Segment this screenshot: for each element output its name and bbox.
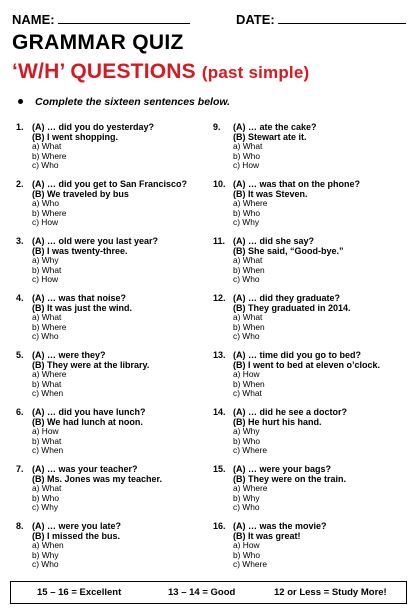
- question-item: [213, 122, 413, 179]
- question-item: [213, 521, 413, 578]
- question-body: [32, 464, 162, 513]
- questions-right-column: [213, 122, 413, 578]
- answer-option[interactable]: b) Who: [233, 549, 260, 560]
- question-body: [32, 521, 121, 570]
- answer-option[interactable]: a) How: [32, 426, 59, 436]
- question-answer: (B) It was great!: [233, 531, 301, 541]
- question-number: 14.: [213, 407, 226, 417]
- question-answer: (B) They were at the library.: [32, 360, 150, 370]
- question-number: 10.: [213, 179, 226, 189]
- question-number: 15.: [213, 464, 226, 474]
- answer-option[interactable]: c) How: [32, 274, 59, 285]
- answer-option[interactable]: a) What: [32, 483, 62, 493]
- answer-option[interactable]: b) When: [233, 321, 265, 332]
- answer-option[interactable]: b) Who: [32, 492, 59, 503]
- question-item: [16, 179, 201, 236]
- question-item: [213, 236, 413, 293]
- question-answer: (B) I went shopping.: [32, 132, 118, 142]
- question-answer: (B) I missed the bus.: [32, 531, 121, 541]
- question-prompt: (A) … did you have lunch?: [32, 407, 146, 417]
- quiz-subtitle: [12, 60, 309, 84]
- question-number: 6.: [16, 407, 24, 417]
- question-prompt: (A) … old were you last year?: [32, 236, 159, 246]
- question-prompt: (A) … was your teacher?: [32, 464, 138, 474]
- answer-option[interactable]: b) Who: [233, 435, 260, 446]
- answer-option[interactable]: c) Who: [32, 559, 59, 570]
- question-body: [32, 350, 149, 399]
- question-body: [233, 179, 360, 228]
- answer-option[interactable]: a) Where: [233, 198, 268, 208]
- answer-option[interactable]: b) What: [32, 264, 62, 275]
- answer-option[interactable]: c) Who: [233, 502, 260, 513]
- question-prompt: (A) … was the movie?: [233, 521, 327, 531]
- answer-option[interactable]: a) Why: [233, 426, 260, 436]
- question-item: [213, 179, 413, 236]
- question-item: [213, 464, 413, 521]
- name-line: [58, 10, 190, 24]
- question-answer: (B) I went to bed at eleven o’clock.: [233, 360, 381, 370]
- question-body: [32, 179, 187, 228]
- question-prompt: (A) … did they graduate?: [233, 293, 341, 303]
- answer-option[interactable]: c) Who: [32, 331, 59, 342]
- answer-option[interactable]: a) Where: [32, 369, 67, 379]
- answer-option[interactable]: b) Who: [233, 207, 260, 218]
- question-number: 13.: [213, 350, 226, 360]
- answer-option[interactable]: c) Who: [32, 160, 59, 171]
- answer-option[interactable]: a) What: [32, 141, 62, 151]
- bullet-icon: [18, 99, 23, 104]
- question-number: 2.: [16, 179, 24, 189]
- question-number: 8.: [16, 521, 24, 531]
- question-answer: (B) He hurt his hand.: [233, 417, 322, 427]
- answer-option[interactable]: b) Why: [32, 549, 59, 560]
- question-prompt: (A) … ate the cake?: [233, 122, 317, 132]
- answer-option[interactable]: b) When: [233, 264, 265, 275]
- name-field[interactable]: [12, 10, 190, 27]
- question-answer: (B) They graduated in 2014.: [233, 303, 351, 313]
- answer-option[interactable]: a) What: [233, 141, 263, 151]
- question-body: [233, 350, 380, 399]
- answer-option[interactable]: c) Why: [32, 502, 59, 513]
- question-answer: (B) We had lunch at noon.: [32, 417, 143, 427]
- question-prompt: (A) … were you late?: [32, 521, 122, 531]
- question-answer: (B) It was Steven.: [233, 189, 308, 199]
- subtitle-tense: (past simple): [201, 63, 310, 82]
- question-item: [16, 521, 201, 578]
- question-body: [32, 293, 132, 342]
- answer-option[interactable]: c) Where: [233, 445, 267, 456]
- answer-option[interactable]: a) How: [233, 540, 260, 550]
- instruction: [18, 96, 230, 108]
- question-answer: (B) Ms. Jones was my teacher.: [32, 474, 163, 484]
- answer-option[interactable]: a) What: [32, 312, 62, 322]
- answer-option[interactable]: c) When: [32, 388, 64, 399]
- answer-option[interactable]: a) Where: [233, 483, 268, 493]
- answer-option[interactable]: b) Where: [32, 321, 67, 332]
- question-number: 3.: [16, 236, 24, 246]
- question-number: 4.: [16, 293, 24, 303]
- question-answer: (B) They were on the train.: [233, 474, 347, 484]
- question-answer: (B) We traveled by bus: [32, 189, 129, 199]
- question-prompt: (A) … were your bags?: [233, 464, 332, 474]
- question-body: [32, 122, 154, 171]
- question-number: 5.: [16, 350, 24, 360]
- answer-option[interactable]: b) What: [32, 378, 62, 389]
- answer-option[interactable]: c) Why: [233, 217, 260, 228]
- question-answer: (B) Stewart ate it.: [233, 132, 307, 142]
- question-body: [233, 122, 317, 171]
- answer-option[interactable]: b) Where: [32, 150, 67, 161]
- question-prompt: (A) … did he see a doctor?: [233, 407, 348, 417]
- subtitle-main: ‘W/H’ QUESTIONS: [12, 60, 196, 83]
- score-key: [10, 581, 407, 604]
- question-answer: (B) I was twenty-three.: [32, 246, 128, 256]
- question-item: [213, 350, 413, 407]
- date-line: [278, 10, 406, 24]
- question-number: 9.: [213, 122, 221, 132]
- answer-option[interactable]: c) Who: [233, 274, 260, 285]
- question-answer: (B) She said, “Good-bye.”: [233, 246, 344, 256]
- question-body: [233, 236, 344, 285]
- question-item: [213, 407, 413, 464]
- name-label: NAME:: [12, 12, 55, 27]
- answer-option[interactable]: a) Why: [32, 255, 59, 265]
- question-answer: (B) It was just the wind.: [32, 303, 133, 313]
- question-body: [233, 464, 346, 513]
- answer-option[interactable]: c) Who: [233, 331, 260, 342]
- answer-option[interactable]: a) Who: [32, 198, 59, 208]
- answer-option[interactable]: c) How: [32, 217, 59, 228]
- question-prompt: (A) … did you do yesterday?: [32, 122, 155, 132]
- question-body: [32, 236, 158, 285]
- question-item: [16, 236, 201, 293]
- question-item: [213, 293, 413, 350]
- questions-left-column: [16, 122, 201, 578]
- date-label: DATE:: [236, 12, 275, 27]
- answer-option[interactable]: c) What: [233, 388, 262, 399]
- question-body: [32, 407, 146, 456]
- answer-option[interactable]: a) What: [233, 312, 263, 322]
- question-item: [16, 293, 201, 350]
- question-number: 12.: [213, 293, 226, 303]
- answer-option[interactable]: a) When: [32, 540, 64, 550]
- date-field[interactable]: [236, 10, 406, 27]
- score-excellent: 15 – 16 = Excellent: [37, 587, 122, 598]
- question-body: [233, 293, 351, 342]
- question-item: [16, 407, 201, 464]
- answer-option[interactable]: b) Why: [233, 492, 260, 503]
- question-body: [233, 407, 347, 456]
- question-number: 7.: [16, 464, 24, 474]
- question-item: [16, 122, 201, 179]
- question-number: 16.: [213, 521, 226, 531]
- answer-option[interactable]: b) When: [233, 378, 265, 389]
- quiz-title: GRAMMAR QUIZ: [12, 31, 184, 54]
- question-prompt: (A) … were they?: [32, 350, 106, 360]
- question-prompt: (A) … did she say?: [233, 236, 315, 246]
- answer-option[interactable]: a) What: [233, 255, 263, 265]
- question-item: [16, 464, 201, 521]
- answer-option[interactable]: c) Where: [233, 559, 267, 570]
- question-prompt: (A) … was that on the phone?: [233, 179, 360, 189]
- score-study-more: 12 or Less = Study More!: [274, 587, 387, 598]
- answer-option[interactable]: b) What: [32, 435, 62, 446]
- question-prompt: (A) … time did you go to bed?: [233, 350, 361, 360]
- answer-option[interactable]: c) When: [32, 445, 64, 456]
- instruction-text: Complete the sixteen sentences below.: [35, 96, 231, 108]
- question-body: [233, 521, 327, 570]
- score-good: 13 – 14 = Good: [168, 587, 236, 598]
- answer-option[interactable]: a) How: [233, 369, 260, 379]
- answer-option[interactable]: c) How: [233, 160, 260, 171]
- question-item: [16, 350, 201, 407]
- question-number: 1.: [16, 122, 24, 132]
- answer-option[interactable]: b) Where: [32, 207, 67, 218]
- question-prompt: (A) … did you get to San Francisco?: [32, 179, 188, 189]
- question-number: 11.: [213, 236, 226, 246]
- header: [12, 10, 410, 28]
- answer-option[interactable]: b) Who: [233, 150, 260, 161]
- question-prompt: (A) … was that noise?: [32, 293, 127, 303]
